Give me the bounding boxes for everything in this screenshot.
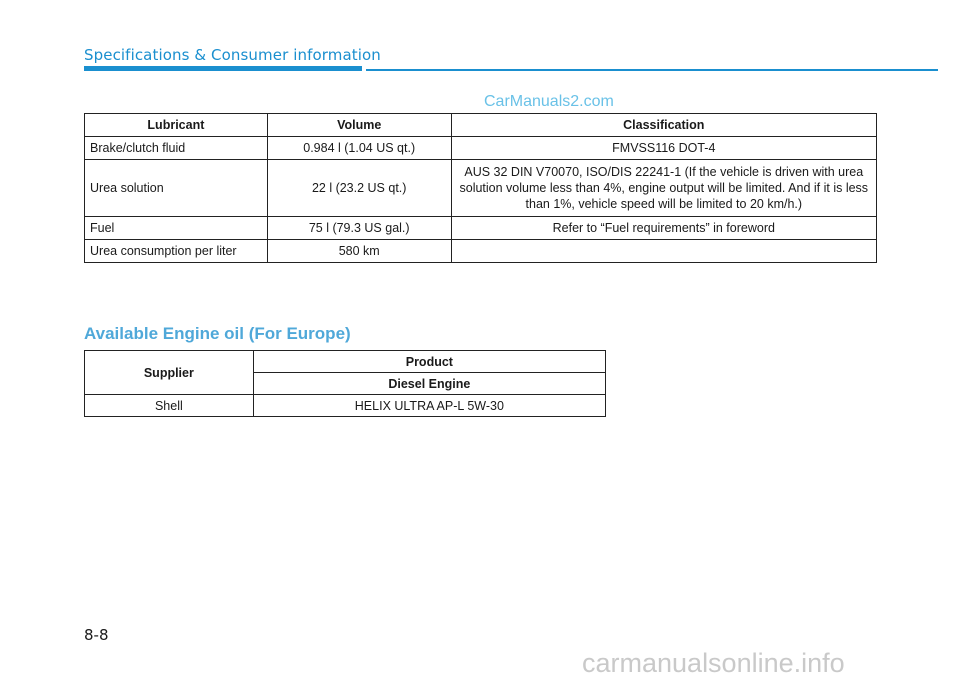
cell-supplier: Shell	[85, 395, 254, 417]
table-row	[85, 160, 877, 217]
cell-volume: 0.984 l (1.04 US qt.)	[267, 137, 451, 160]
cell-classification: AUS 32 DIN V70070, ISO/DIS 22241-1 (If the vehicle is driven with urea solution volume less than 4%, engine output will be limited. And if it is less than 1%, vehicle speed will be limited to 20 km/h.)	[451, 160, 876, 217]
header-rule-thin	[366, 69, 938, 71]
watermark-top: CarManuals2.com	[484, 93, 614, 110]
watermark-bottom: carmanualsonline.info	[582, 648, 845, 678]
cell-lubricant: Urea consumption per liter	[85, 240, 268, 263]
cell-volume: 22 l (23.2 US qt.)	[267, 160, 451, 217]
header-supplier: Supplier	[85, 351, 254, 395]
cell-classification: FMVSS116 DOT-4	[451, 137, 876, 160]
table-row	[85, 137, 877, 160]
table-header-row	[85, 351, 606, 373]
page-number: 8-8	[84, 626, 109, 644]
cell-lubricant: Fuel	[85, 217, 268, 240]
table-header-row	[85, 114, 877, 137]
header-volume: Volume	[267, 114, 451, 137]
lubricant-table	[84, 113, 877, 263]
cell-product: HELIX ULTRA AP-L 5W-30	[253, 395, 605, 417]
table-row	[85, 217, 877, 240]
header-diesel-engine: Diesel Engine	[253, 373, 605, 395]
cell-volume: 75 l (79.3 US gal.)	[267, 217, 451, 240]
engine-oil-section-title: Available Engine oil (For Europe)	[84, 324, 351, 343]
cell-classification: Refer to “Fuel requirements” in foreword	[451, 217, 876, 240]
header-product: Product	[253, 351, 605, 373]
header-rule-thick	[84, 66, 362, 71]
header-classification: Classification	[451, 114, 876, 137]
cell-lubricant: Brake/clutch fluid	[85, 137, 268, 160]
cell-classification	[451, 240, 876, 263]
header-lubricant: Lubricant	[85, 114, 268, 137]
page-header-title: Specifications & Consumer information	[84, 46, 381, 64]
table-row	[85, 240, 877, 263]
cell-volume: 580 km	[267, 240, 451, 263]
cell-lubricant: Urea solution	[85, 160, 268, 217]
table-row	[85, 395, 606, 417]
engine-oil-table	[84, 350, 606, 417]
